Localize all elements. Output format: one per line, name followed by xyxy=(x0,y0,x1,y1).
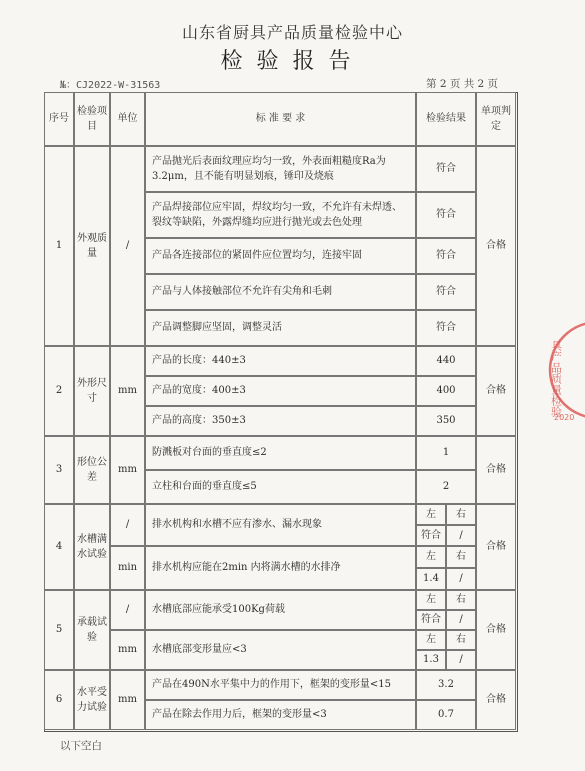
result-value: 350 xyxy=(416,406,476,436)
group-verdict: 合格 xyxy=(476,590,516,670)
stamp-text: 具产品质量检验 xyxy=(549,340,563,417)
row-unit: mm xyxy=(110,630,145,670)
inspection-stamp xyxy=(548,300,585,440)
side-value-right: / xyxy=(446,650,476,670)
page-info: 第 2 页 共 2 页 xyxy=(426,78,499,90)
group-item: 水槽满水试验 xyxy=(74,504,110,590)
requirement-text: 排水机构和水槽不应有渗水、漏水现象 xyxy=(145,504,416,546)
side-label-left: 左 xyxy=(416,590,446,610)
group-verdict: 合格 xyxy=(476,504,516,590)
requirement-text: 产品与人体接触部位不允许有尖角和毛刺 xyxy=(145,274,416,310)
requirement-text: 立柱和台面的垂直度≤5 xyxy=(145,470,416,504)
side-label-right: 右 xyxy=(446,630,476,650)
col-header-verdict: 单项判定 xyxy=(476,92,516,146)
group-item: 承载试验 xyxy=(74,590,110,670)
side-value-right: / xyxy=(446,525,476,546)
side-label-left: 左 xyxy=(416,504,446,525)
group-verdict: 合格 xyxy=(476,436,516,504)
group-item: 形位公差 xyxy=(74,436,110,504)
side-value-right: / xyxy=(446,610,476,630)
row-unit: min xyxy=(110,546,145,590)
side-value-right: / xyxy=(446,568,476,590)
group-verdict: 合格 xyxy=(476,146,516,346)
group-seq: 5 xyxy=(44,590,74,670)
requirement-text: 产品调整脚应坚固，调整灵活 xyxy=(145,310,416,346)
group-seq: 2 xyxy=(44,346,74,436)
requirement-text: 产品的宽度：400±3 xyxy=(145,376,416,406)
result-value: 符合 xyxy=(416,310,476,346)
report-number: №：CJ2022-W-31563 xyxy=(60,80,161,91)
requirement-text: 产品的高度：350±3 xyxy=(145,406,416,436)
group-unit: mm xyxy=(110,670,145,730)
side-value-left: 1.4 xyxy=(416,568,446,590)
col-header-unit: 单位 xyxy=(110,92,145,146)
result-value: 符合 xyxy=(416,274,476,310)
group-verdict: 合格 xyxy=(476,670,516,730)
requirement-text: 产品的长度：440±3 xyxy=(145,346,416,376)
requirement-text: 产品在除去作用力后，框架的变形量<3 xyxy=(145,700,416,730)
group-item: 外观质量 xyxy=(74,146,110,346)
result-value: 0.7 xyxy=(416,700,476,730)
footer-note: 以下空白 xyxy=(60,740,102,752)
requirement-text: 产品在490N水平集中力的作用下，框架的变形量<15 xyxy=(145,670,416,700)
result-value: 1 xyxy=(416,436,476,470)
result-value: 符合 xyxy=(416,192,476,238)
result-value: 符合 xyxy=(416,238,476,274)
requirement-text: 产品焊接部位应牢固，焊纹均匀一致，不允许有未焊透、裂纹等缺陷，外露焊缝均应进行抛光或去色处理 xyxy=(145,192,416,238)
group-unit: mm xyxy=(110,346,145,436)
group-item: 水平受力试验 xyxy=(74,670,110,730)
report-title: 检验报告 xyxy=(220,49,365,74)
col-header-requirement: 标 准 要 求 xyxy=(145,92,416,146)
result-value: 2 xyxy=(416,470,476,504)
group-seq: 1 xyxy=(44,146,74,346)
side-label-right: 右 xyxy=(446,590,476,610)
col-header-item: 检验项目 xyxy=(74,92,110,146)
col-header-result: 检验结果 xyxy=(416,92,476,146)
result-value: 400 xyxy=(416,376,476,406)
side-value-left: 符合 xyxy=(416,525,446,546)
group-seq: 3 xyxy=(44,436,74,504)
group-seq: 4 xyxy=(44,504,74,590)
requirement-text: 水槽底部应能承受100Kg荷载 xyxy=(145,590,416,630)
requirement-text: 水槽底部变形量应<3 xyxy=(145,630,416,670)
side-label-left: 左 xyxy=(416,546,446,568)
result-value: 3.2 xyxy=(416,670,476,700)
result-value: 440 xyxy=(416,346,476,376)
side-label-right: 右 xyxy=(446,546,476,568)
side-label-left: 左 xyxy=(416,630,446,650)
requirement-text: 产品抛光后表面纹理应均匀一致，外表面粗糙度Ra为3.2μm，且不能有明显划痕，锤印及烧痕 xyxy=(145,146,416,192)
requirement-text: 产品各连接部位的紧固件应位置均匀，连接牢固 xyxy=(145,238,416,274)
row-unit: / xyxy=(110,590,145,630)
group-unit: mm xyxy=(110,436,145,504)
group-unit: / xyxy=(110,146,145,346)
side-value-left: 符合 xyxy=(416,610,446,630)
result-value: 符合 xyxy=(416,146,476,192)
group-item: 外形尺寸 xyxy=(74,346,110,436)
side-value-left: 1.3 xyxy=(416,650,446,670)
stamp-year: 2020 xyxy=(554,413,575,422)
group-verdict: 合格 xyxy=(476,346,516,436)
requirement-text: 防溅板对台面的垂直度≤2 xyxy=(145,436,416,470)
row-unit: / xyxy=(110,504,145,546)
requirement-text: 排水机构应能在2min 内将满水槽的水排净 xyxy=(145,546,416,590)
side-label-right: 右 xyxy=(446,504,476,525)
org-name: 山东省厨具产品质量检验中心 xyxy=(181,23,403,42)
col-header-seq: 序号 xyxy=(44,92,74,146)
group-seq: 6 xyxy=(44,670,74,730)
